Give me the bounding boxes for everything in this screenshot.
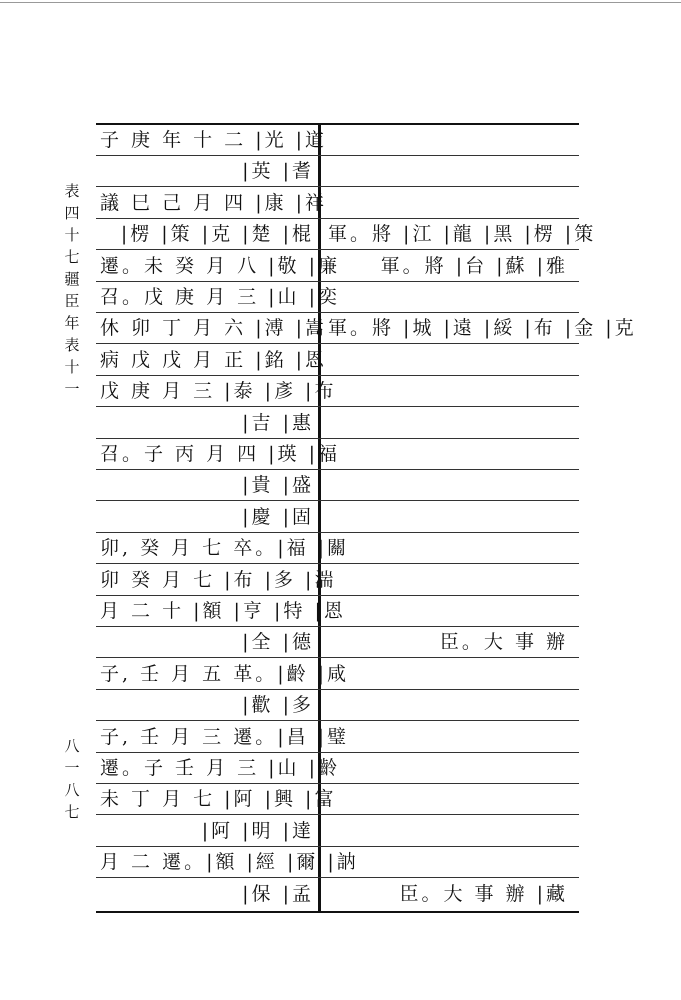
table-row <box>96 439 579 470</box>
table-row <box>96 753 579 784</box>
row-left-cell: 未 丁 月 七 |阿 |興 |富 <box>100 788 337 811</box>
row-right-cell: 軍。將 |城 |遠 |綏 |布 |金 |克 <box>328 317 637 340</box>
row-left-cell: |吉 |惠 <box>242 411 314 434</box>
row-right-cell <box>328 156 568 186</box>
row-right-cell <box>328 784 568 814</box>
margin-title-text: 表四十七 疆臣年表十一 <box>64 182 95 398</box>
row-right-cell: 軍。將 |台 |蘇 |雅 <box>380 254 568 277</box>
row-left-cell: 遷。子 壬 月 三 |山 |齡 <box>100 757 341 779</box>
row-right-cell <box>328 376 568 406</box>
table-row <box>96 345 579 376</box>
table-row <box>96 533 579 564</box>
table-row <box>96 627 579 658</box>
table-row <box>96 251 579 282</box>
row-left-cell: |阿 |明 |達 <box>201 819 314 842</box>
row-right-cell <box>328 722 568 752</box>
table-row <box>96 282 579 313</box>
table-row <box>96 722 579 753</box>
row-right-cell <box>328 125 568 155</box>
table-row <box>96 596 579 627</box>
table-row <box>96 784 579 815</box>
page-top-rule <box>0 2 681 3</box>
table-row <box>96 565 579 596</box>
row-right-cell <box>328 502 568 532</box>
row-right-cell <box>328 690 568 720</box>
table-bottom-rule <box>96 911 579 913</box>
row-left-cell: 子, 壬 月 三 遷。|昌 |璧 <box>100 725 350 748</box>
row-left-cell: 遷。未 癸 月 八 |敬 |廉 <box>100 254 341 277</box>
row-right-cell: 臣。大 事 辦 |藏 <box>399 882 568 905</box>
table-row <box>96 816 579 847</box>
row-right-cell <box>328 847 568 877</box>
row-right-cell <box>328 439 568 469</box>
row-left-cell: 子 庚 年 十 二 |光 |道 <box>100 129 328 151</box>
row-left-cell: 召。子 丙 月 四 |瑛 |福 <box>100 443 341 465</box>
row-right-cell <box>328 753 568 783</box>
table-row <box>96 156 579 187</box>
row-left-cell: 休 卯 丁 月 六 |溥 |嵩 <box>100 317 328 340</box>
row-right-cell <box>328 345 568 375</box>
margin-page-number <box>60 735 84 823</box>
row-left-cell: |慶 |固 <box>242 505 314 528</box>
row-left-cell: 召。戊 庚 月 三 |山 |奕 <box>100 286 341 308</box>
table-row <box>96 470 579 501</box>
table-row <box>96 313 637 344</box>
row-left-cell: 月 二 遷。|額 |經 |爾 |訥 <box>100 851 359 874</box>
table-row <box>96 690 579 721</box>
row-left-cell: 戊 庚 月 三 |泰 |彥 |布 <box>100 380 337 403</box>
row-right-cell <box>328 816 568 846</box>
page-number-text: 八一八七 <box>64 737 80 821</box>
row-right-cell <box>328 533 568 563</box>
table-row <box>96 408 579 439</box>
table-row <box>96 219 597 250</box>
row-left-cell: 議 巳 己 月 四 |康 |祥 <box>100 191 328 214</box>
row-left-cell: 病 戊 戊 月 正 |銘 |恩 <box>100 348 328 371</box>
row-left-cell: |全 |德 <box>242 631 314 654</box>
row-right-cell <box>328 408 568 438</box>
row-left-cell: |保 |孟 <box>242 882 314 905</box>
margin-book-title <box>60 180 95 400</box>
row-right-cell <box>328 565 568 595</box>
row-right-cell <box>328 659 568 689</box>
row-right-cell: 臣。大 事 辦 <box>439 631 568 654</box>
row-left-cell: 卯, 癸 月 七 卒。|福 |關 <box>100 537 350 560</box>
row-left-cell: |楞 |策 |克 |楚 |棍 <box>120 223 314 246</box>
row-left-cell: |英 |耆 <box>242 160 314 183</box>
row-left-cell: |歡 |多 <box>242 694 314 717</box>
row-left-cell: 子, 壬 月 五 革。|齡 |咸 <box>100 662 350 685</box>
row-right-cell <box>328 596 568 626</box>
row-right-cell <box>328 282 568 312</box>
row-right-cell <box>328 188 568 218</box>
table-row <box>96 376 579 407</box>
table-row <box>96 879 579 910</box>
row-right-cell <box>328 470 568 500</box>
row-left-cell: 卯 癸 月 七 |布 |多 |湍 <box>100 568 337 591</box>
table-row <box>96 847 579 878</box>
table-row <box>96 502 579 533</box>
table-row <box>96 125 579 156</box>
chronology-table <box>96 123 637 913</box>
row-left-cell: |貴 |盛 <box>242 474 314 497</box>
row-right-cell: 軍。將 |江 |龍 |黑 |楞 |策 <box>328 223 597 246</box>
table-row <box>96 659 579 690</box>
row-left-cell: 月 二 十 |額 |亨 |特 |恩 <box>100 600 346 622</box>
table-row <box>96 188 579 219</box>
